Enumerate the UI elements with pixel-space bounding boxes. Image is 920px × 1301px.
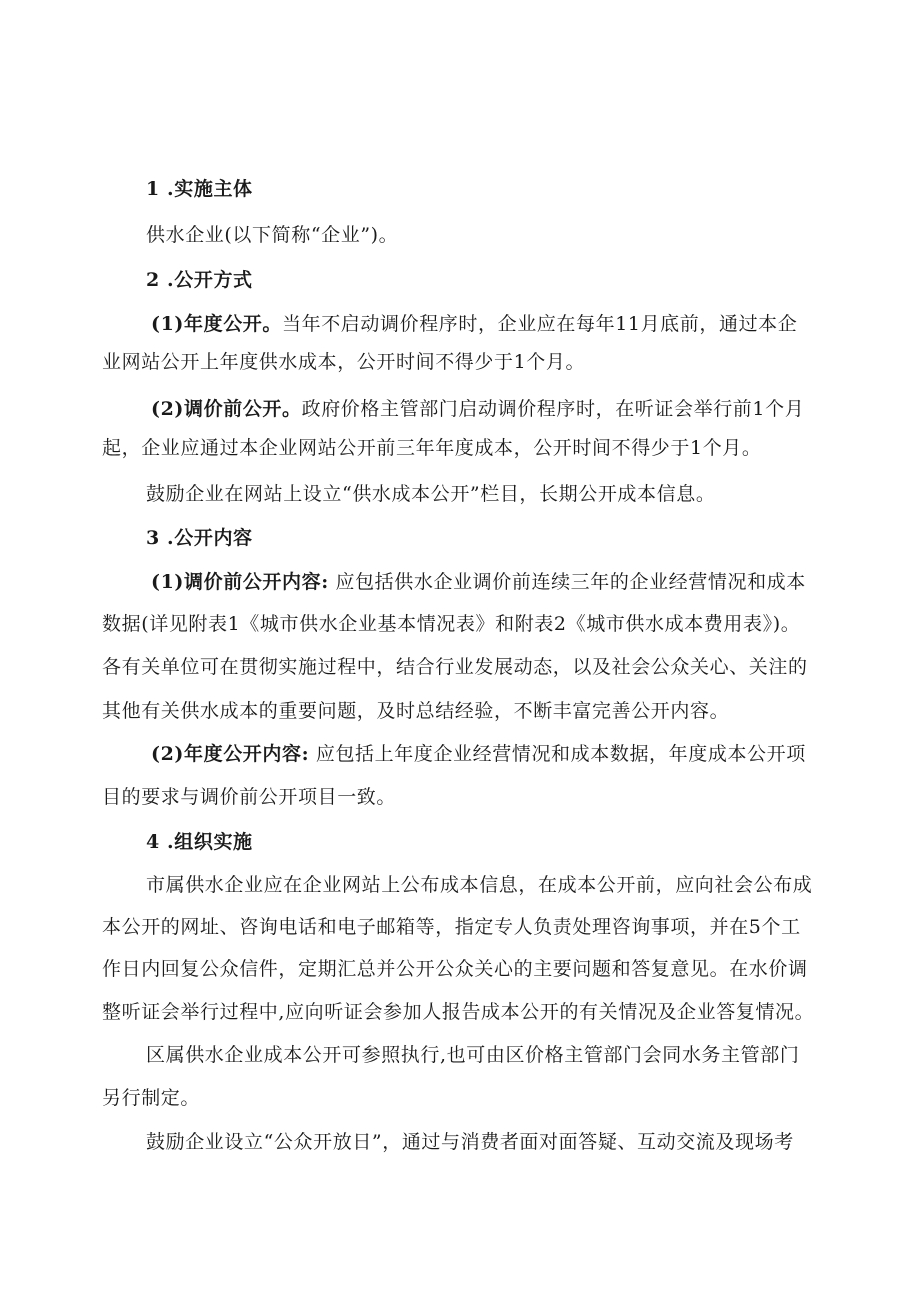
section-3-item-2-text: 应包括上年度企业经营情况和成本数据，年度成本公开项	[309, 743, 806, 765]
section-4-para-2-line-2: 另行制定。	[102, 1087, 201, 1109]
section-2-encourage: 鼓励企业在网站上设立“供水成本公开”栏目，长期公开成本信息。	[146, 483, 716, 505]
section-3-heading: 3 .公开内容	[146, 527, 253, 549]
section-3-item-1-line-3: 各有关单位可在贯彻实施过程中，结合行业发展动态，以及社会公众关心、关注的	[102, 656, 808, 678]
section-3-item-1-line-2: 数据(详见附表1《城市供水企业基本情况表》和附表2《城市供水成本费用表》)。	[102, 613, 801, 635]
section-4-para-3-line-1: 鼓励企业设立“公众开放日”，通过与消费者面对面答疑、互动交流及现场考	[146, 1131, 794, 1153]
section-4-para-1-line-1: 市属供水企业应在企业网站上公布成本信息，在成本公开前，应向社会公布成	[146, 874, 813, 896]
section-3-item-1-text: 应包括供水企业调价前连续三年的企业经营情况和成本	[328, 571, 806, 593]
section-3-item-2-line-2: 目的要求与调价前公开项目一致。	[102, 786, 397, 808]
section-3-item-1-label: (1)调价前公开内容:	[151, 571, 329, 593]
section-2-item-2-label: (2)调价前公开。	[151, 398, 302, 420]
section-2-item-2-line-1	[151, 397, 920, 421]
section-2-item-1-text: 当年不启动调价程序时，企业应在每年11月底前，通过本企	[282, 313, 798, 335]
section-2-item-1-line-1	[151, 312, 920, 336]
section-3-item-1-line-4: 其他有关供水成本的重要问题，及时总结经验，不断丰富完善公开内容。	[102, 700, 730, 722]
section-4-para-1-line-4: 整听证会举行过程中,应向听证会参加人报告成本公开的有关情况及企业答复情况。	[102, 1001, 815, 1023]
section-2-heading: 2 .公开方式	[146, 269, 253, 291]
section-4-para-1-line-3: 作日内回复公众信件，定期汇总并公开公众关心的主要问题和答复意见。在水价调	[102, 958, 808, 980]
section-2-item-2-line-2: 起，企业应通过本企业网站公开前三年年度成本，公开时间不得少于1个月。	[102, 437, 762, 459]
section-4-para-2-line-1: 区属供水企业成本公开可参照执行,也可由区价格主管部门会同水务主管部门	[146, 1044, 800, 1066]
section-3-item-1-line-1	[151, 570, 920, 594]
section-2-item-1-line-2: 业网站公开上年度供水成本，公开时间不得少于1个月。	[102, 351, 586, 373]
section-3-item-2-line-1	[151, 742, 920, 766]
section-4-para-1-line-2: 本公开的网址、咨询电话和电子邮箱等，指定专人负责处理咨询事项，并在5个工	[102, 916, 801, 938]
section-1-body: 供水企业(以下简称“企业”)。	[146, 224, 399, 246]
section-4-heading: 4 .组织实施	[146, 831, 253, 853]
section-2-item-2-text: 政府价格主管部门启动调价程序时，在听证会举行前1个月	[301, 398, 805, 420]
section-1-heading: 1 .实施主体	[146, 178, 253, 200]
section-2-item-1-label: (1)年度公开。	[151, 313, 282, 335]
section-3-item-2-label: (2)年度公开内容:	[151, 743, 310, 765]
